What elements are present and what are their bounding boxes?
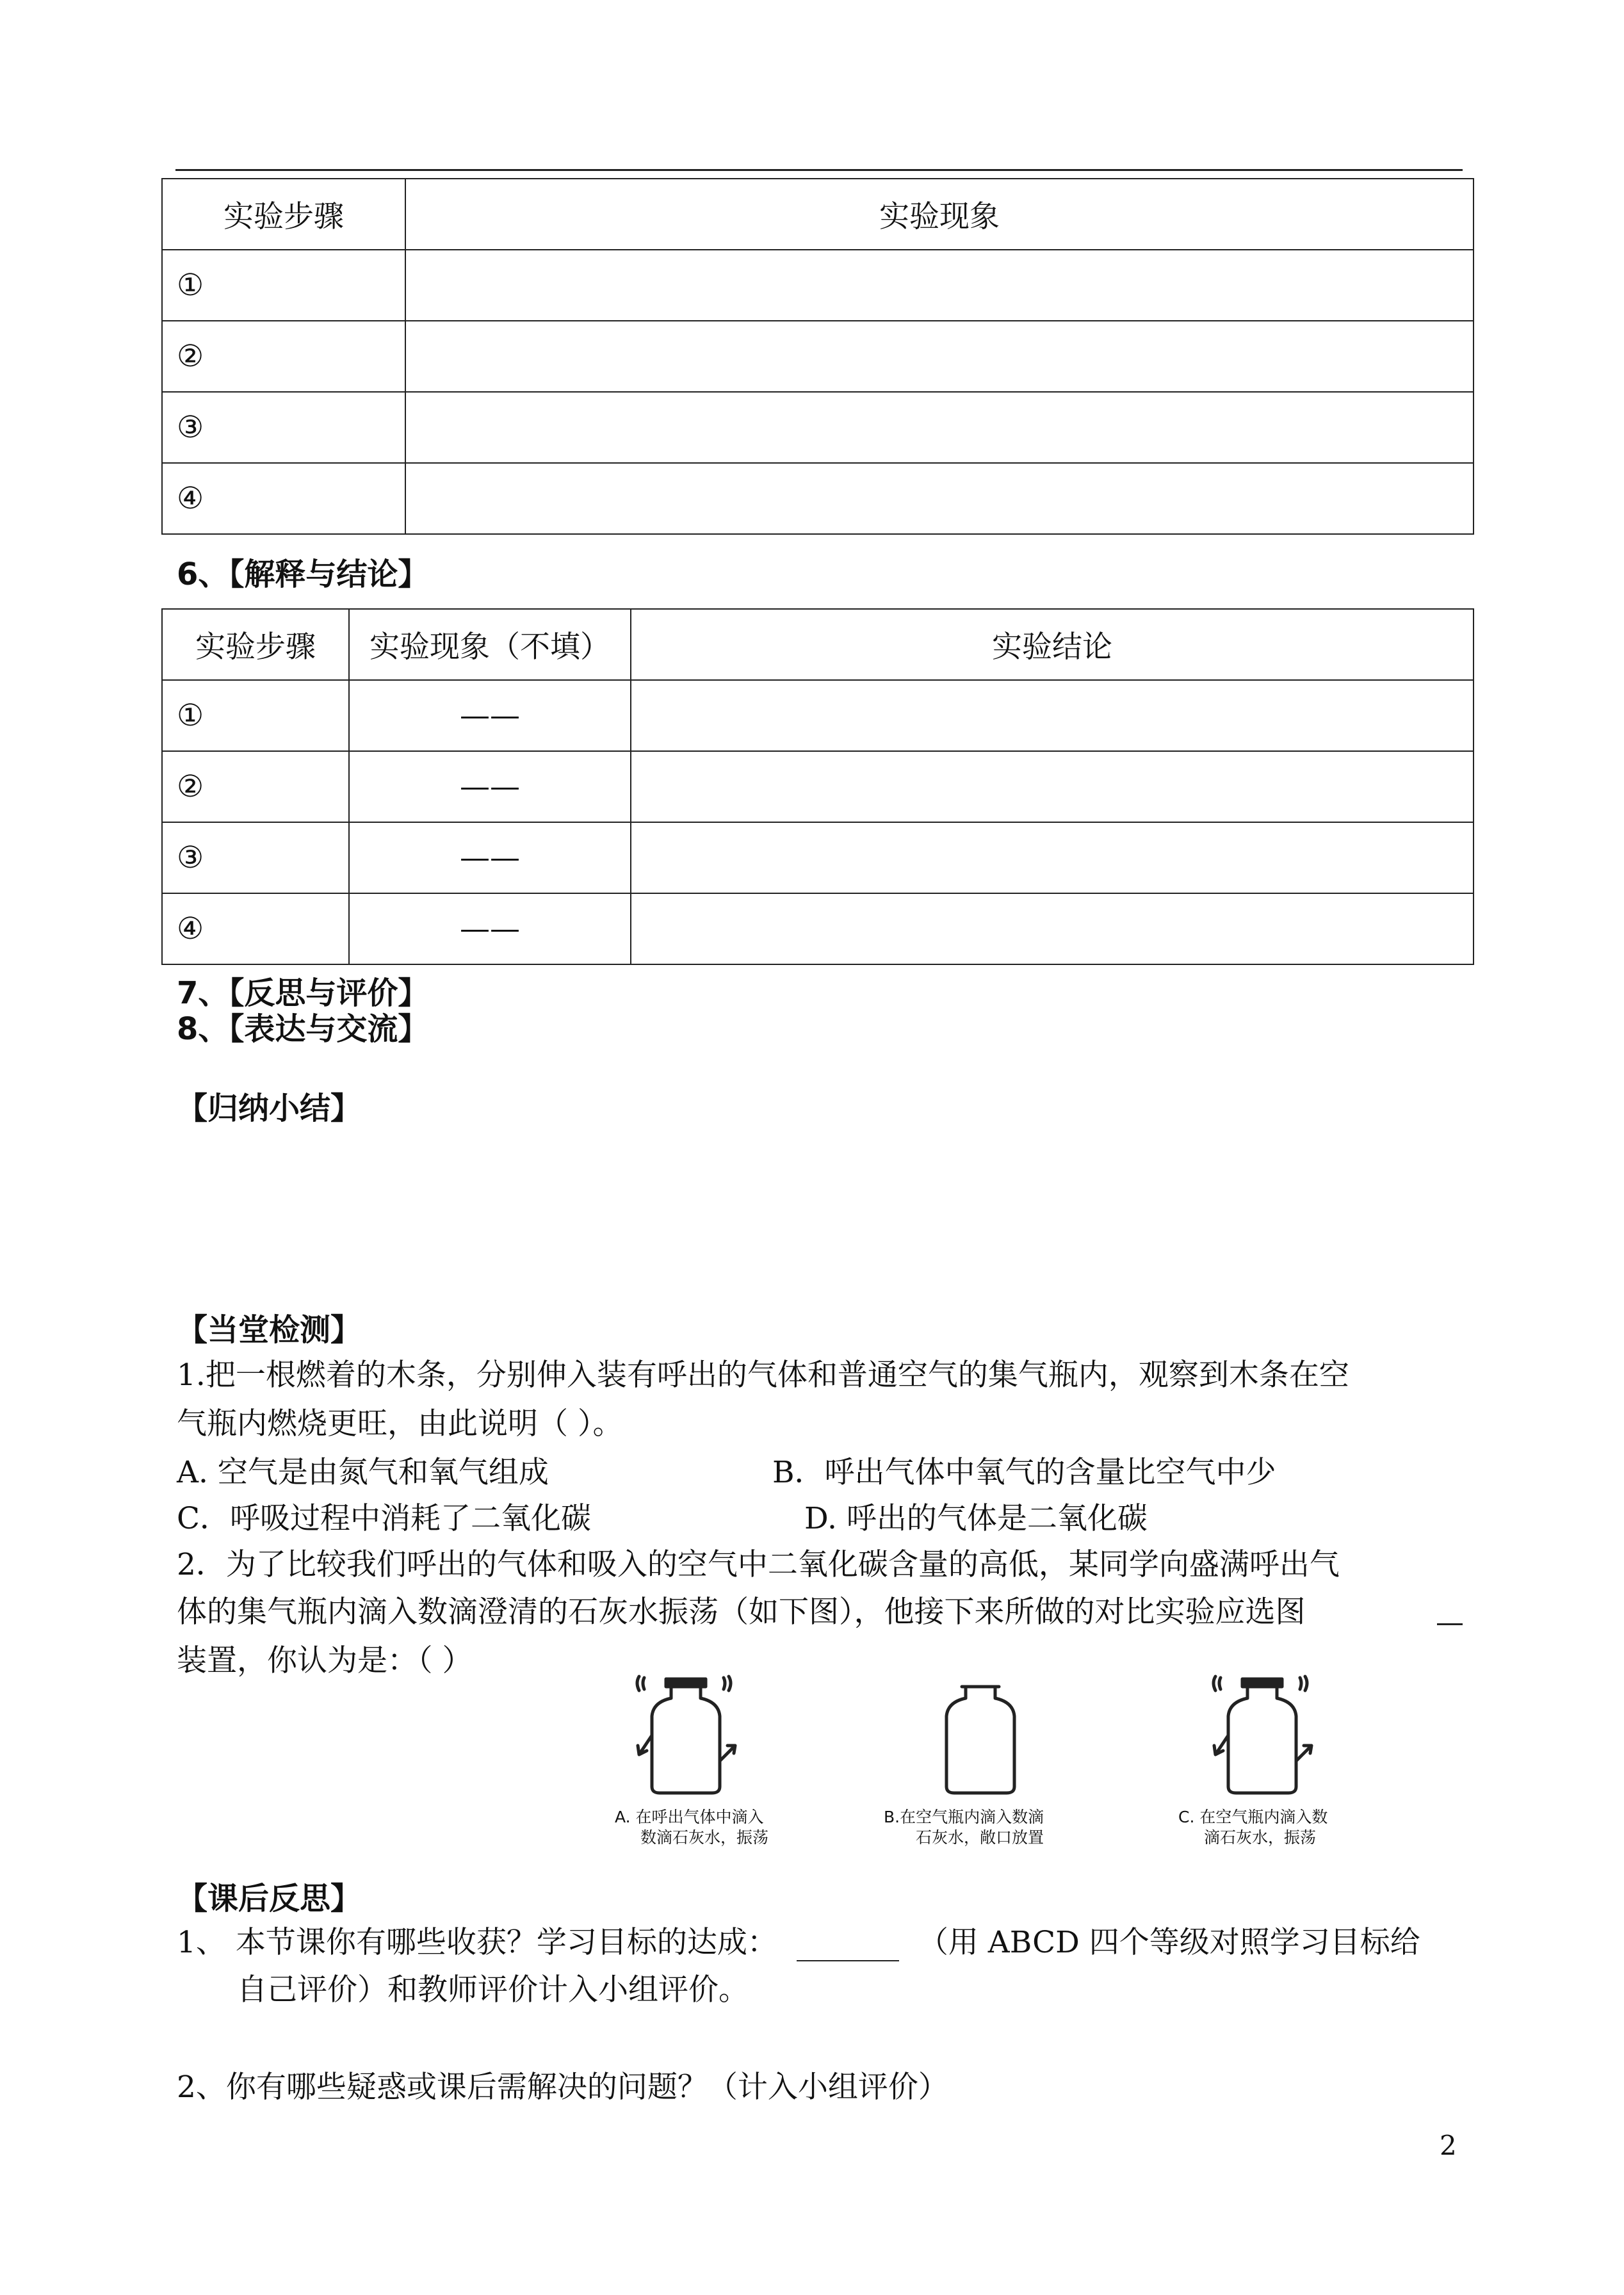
conclusion-cell[interactable] <box>631 751 1474 822</box>
section-6-heading: 6、【解释与结论】 <box>177 556 429 592</box>
q2-answer-blank[interactable] <box>1437 1623 1463 1625</box>
table-row <box>162 751 1474 822</box>
q2-line-3: 装置，你认为是：（ ） <box>177 1643 473 1678</box>
table-row <box>162 392 1474 463</box>
phenomenon-cell[interactable] <box>405 463 1474 534</box>
r2-line: 2、你有哪些疑惑或课后需解决的问题？（计入小组评价） <box>177 2070 948 2105</box>
conclusion-cell[interactable] <box>631 893 1474 964</box>
dash-cell: —— <box>349 893 631 964</box>
step-cell: ① <box>162 250 405 321</box>
bottle-a-icon <box>637 1676 735 1793</box>
header-step: 实验步骤 <box>162 179 405 250</box>
r1-line-2: 自己评价）和教师评价计入小组评价。 <box>237 1972 749 2007</box>
q1-line-1: 1.把一根燃着的木条，分别伸入装有呼出的气体和普通空气的集气瓶内，观察到木条在空 <box>177 1358 1349 1393</box>
step-cell: ④ <box>162 893 349 964</box>
phenomenon-cell[interactable] <box>405 392 1474 463</box>
section-7-heading: 7、【反思与评价】 <box>177 975 429 1011</box>
table-row <box>162 321 1474 392</box>
step-cell: ① <box>162 680 349 751</box>
q1-option-c: C．呼吸过程中消耗了二氧化碳 <box>177 1501 591 1536</box>
test-heading: 【当堂检测】 <box>177 1312 362 1348</box>
step-cell: ③ <box>162 392 405 463</box>
bottle-b-icon <box>946 1687 1014 1793</box>
step-cell: ③ <box>162 822 349 893</box>
phenomenon-cell[interactable] <box>405 321 1474 392</box>
phenomenon-cell[interactable] <box>405 250 1474 321</box>
after-class-heading: 【课后反思】 <box>177 1881 362 1917</box>
table-row <box>162 680 1474 751</box>
step-cell: ④ <box>162 463 405 534</box>
top-rule <box>175 169 1463 171</box>
dash-cell: —— <box>349 751 631 822</box>
header-step: 实验步骤 <box>162 609 349 680</box>
page-number: 2 <box>1440 2130 1457 2161</box>
conclusion-table <box>161 608 1474 965</box>
bottle-c-icon <box>1214 1676 1311 1793</box>
caption-a: A. 在呼出气体中滴入 数滴石灰水，振荡 <box>615 1808 769 1847</box>
self-grade-blank[interactable] <box>797 1925 899 1961</box>
q1-option-b: B．呼出气体中氧气的含量比空气中少 <box>772 1455 1276 1490</box>
table-header-row <box>162 179 1474 250</box>
summary-heading: 【归纳小结】 <box>177 1091 362 1126</box>
table-header-row <box>162 609 1474 680</box>
bottle-figure <box>602 1665 1409 1857</box>
dash-cell: —— <box>349 680 631 751</box>
q1-line-2: 气瓶内燃烧更旺，由此说明（ ）。 <box>177 1406 623 1441</box>
q1-option-d: D. 呼出的气体是二氧化碳 <box>804 1501 1148 1536</box>
table-row <box>162 463 1474 534</box>
q2-line-2: 体的集气瓶内滴入数滴澄清的石灰水振荡（如下图），他接下来所做的对比实验应选图 <box>177 1594 1306 1630</box>
caption-b: B.在空气瓶内滴入数滴 石灰水，敞口放置 <box>884 1808 1044 1847</box>
table-row <box>162 822 1474 893</box>
table-row <box>162 250 1474 321</box>
q2-line-1: 2．为了比较我们呼出的气体和吸入的空气中二氧化碳含量的高低，某同学向盛满呼出气 <box>177 1547 1340 1582</box>
table-row <box>162 893 1474 964</box>
step-cell: ② <box>162 321 405 392</box>
header-phenomenon: 实验现象（不填） <box>349 609 631 680</box>
r1-line-1: 1、 本节课你有哪些收获？学习目标的达成： （用 ABCD 四个等级对照学习目标给 <box>177 1925 1420 1960</box>
observation-table <box>161 178 1474 535</box>
section-8-heading: 8、【表达与交流】 <box>177 1011 429 1047</box>
header-conclusion: 实验结论 <box>631 609 1474 680</box>
caption-c: C. 在空气瓶内滴入数 滴石灰水，振荡 <box>1178 1808 1328 1847</box>
q1-option-a: A. 空气是由氮气和氧气组成 <box>177 1455 549 1490</box>
conclusion-cell[interactable] <box>631 822 1474 893</box>
step-cell: ② <box>162 751 349 822</box>
dash-cell: —— <box>349 822 631 893</box>
bottles-drawing <box>602 1665 1409 1799</box>
header-phenomenon: 实验现象 <box>405 179 1474 250</box>
conclusion-cell[interactable] <box>631 680 1474 751</box>
